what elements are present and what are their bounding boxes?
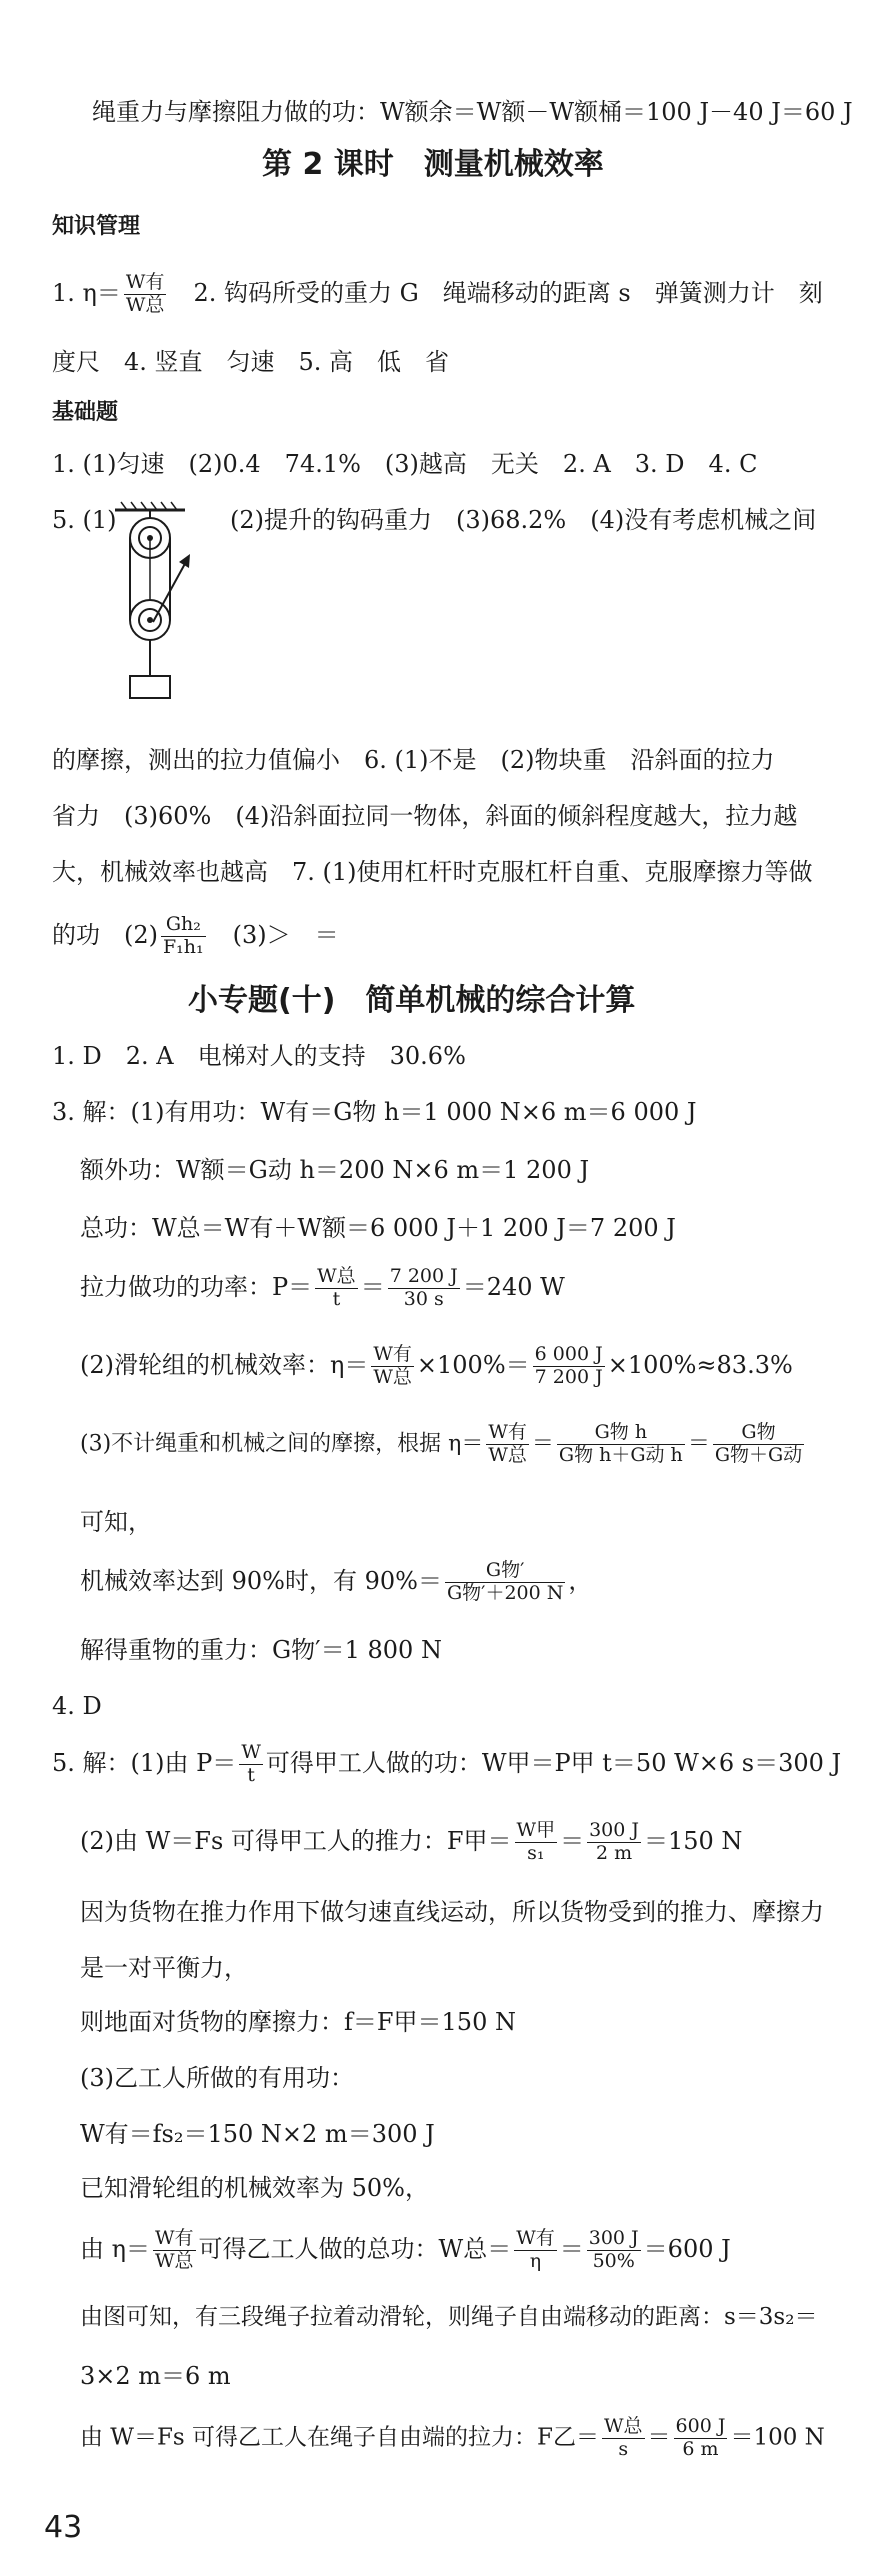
basic-line-7: 省力 (3)60% (4)沿斜面拉同一物体，斜面的倾斜程度越大，拉力越 (52, 802, 798, 830)
topic-line-3-2: 额外功：W额＝G动 h＝200 N×6 m＝1 200 J (80, 1156, 590, 1184)
section-title-lesson2: 第 2 课时 测量机械效率 (262, 147, 604, 182)
topic-line-5-8: 已知滑轮组的机械效率为 50%， (80, 2174, 429, 2202)
basic-line-5b: (2)提升的钩码重力 (3)68.2% (4)没有考虑机械之间 (230, 506, 817, 534)
knowledge-line-2: 度尺 4. 竖直 匀速 5. 高 低 省 (52, 348, 450, 376)
topic-line-5-9: 由 η＝ $\frac{\text{W有}}{\text{W总}}$ 可得乙工人做的总功：W总＝ $\frac{\text{W有}}{\eta}$ ＝ $\frac{300 J}{50\%}$ ＝600 J (80, 2227, 731, 2272)
topic-line-3-1: 3. 解：(1)有用功：W有＝G物 h＝1 000 N×6 m＝6 000 J (52, 1098, 697, 1126)
knowledge-line-1: 1. η＝ $\frac{\text{W有}}{\text{W总}}$ 2. 钩码所受的重力 G 绳端移动的距离 s 弹簧测力计 刻 (52, 271, 823, 316)
topic-line-3-6: (3)不计绳重和机械之间的摩擦，根据 η＝ $\frac{\text{W有}}{\text{W总}}$ ＝ $\frac{\text{G物 h}}{\text{G物 h＋G动 h}}$ ＝ $\frac{\text{G物}}{\text{G物＋G动}}$ (80, 1421, 803, 1466)
page-number: 43 (44, 2510, 83, 2545)
topic-line-4: 4. D (52, 1692, 102, 1720)
topic-line-5-4: 是一对平衡力， (80, 1954, 248, 1982)
topic-line-5-3: 因为货物在推力作用下做匀速直线运动，所以货物受到的推力、摩擦力 (80, 1898, 824, 1926)
topic-line-3-5: (2)滑轮组的机械效率：η＝ $\frac{\text{W有}}{\text{W总}}$ ×100%＝ $\frac{6 000 J}{7 200 J}$ ×100%≈83.3% (80, 1343, 793, 1388)
basic-line-5a: 5. (1) (52, 506, 117, 534)
topic-line-5-6: (3)乙工人所做的有用功： (80, 2064, 354, 2092)
topic-line-3-9: 解得重物的重力：G物′＝1 800 N (80, 1636, 442, 1664)
basic-line-9: 的功 (2) $\frac{\text{Gh₂}}{\text{F₁h₁}}$ (3)＞ ＝ (52, 913, 339, 958)
topic-line-5-10: 由图可知，有三段绳子拉着动滑轮，则绳子自由端移动的距离：s＝3s₂＝ (80, 2304, 818, 2330)
topic-line-3-3: 总功：W总＝W有＋W额＝6 000 J＋1 200 J＝7 200 J (80, 1214, 676, 1242)
topic-line-3-7: 可知， (80, 1508, 152, 1536)
topic-line-3-4: 拉力做功的功率：P＝ $\frac{\text{W总}}{t}$ ＝ $\frac{7 200 J}{30 s}$ ＝240 W (80, 1265, 565, 1310)
topic-line-5-5: 则地面对货物的摩擦力：f＝F甲＝150 N (80, 2008, 516, 2036)
heading-knowledge: 知识管理 (52, 214, 141, 239)
fraction-lever: $\frac{\text{Gh₂}}{\text{F₁h₁}}$ (163, 913, 204, 958)
topic-line-5-12: 由 W＝Fs 可得乙工人在绳子自由端的拉力：F乙＝ $\frac{\text{W总}}{s}$ ＝ $\frac{600 J}{6 m}$ ＝100 N (80, 2415, 825, 2460)
basic-line-6: 的摩擦，测出的拉力值偏小 6. (1)不是 (2)物块重 沿斜面的拉力 (52, 746, 775, 774)
section-title-topic10: 小专题(十) 简单机械的综合计算 (188, 983, 636, 1018)
basic-line-8: 大，机械效率也越高 7. (1)使用杠杆时克服杠杆自重、克服摩擦力等做 (52, 858, 813, 886)
topic-line-5-7: W有＝fs₂＝150 N×2 m＝300 J (80, 2120, 435, 2148)
topic-line-5-11: 3×2 m＝6 m (80, 2362, 231, 2390)
basic-line-1: 1. (1)匀速 (2)0.4 74.1% (3)越高 无关 2. A 3. D 4. C (52, 450, 758, 478)
fraction-efficiency: $\frac{\text{W有}}{\text{W总}}$ (125, 271, 165, 316)
pulley-diagram (115, 500, 215, 710)
topic-line-5-1: 5. 解：(1)由 P＝ $\frac{W}{t}$ 可得甲工人做的功：W甲＝P甲 t＝50 W×6 s＝300 J (52, 1741, 842, 1786)
topic-line-5-2: (2)由 W＝Fs 可得甲工人的推力：F甲＝ $\frac{\text{W甲}}{\text{s₁}}$ ＝ $\frac{300 J}{2 m}$ ＝150 N (80, 1819, 743, 1864)
topic-line-3-8: 机械效率达到 90%时，有 90%＝ $\frac{\text{G物′}}{\text{G物′＋200 N}}$ ， (80, 1559, 593, 1604)
heading-basic: 基础题 (52, 400, 119, 425)
text-line: 绳重力与摩擦阻力做的功：W额余＝W额－W额桶＝100 J－40 J＝60 J (92, 98, 853, 126)
topic-line-1: 1. D 2. A 电梯对人的支持 30.6% (52, 1042, 466, 1070)
